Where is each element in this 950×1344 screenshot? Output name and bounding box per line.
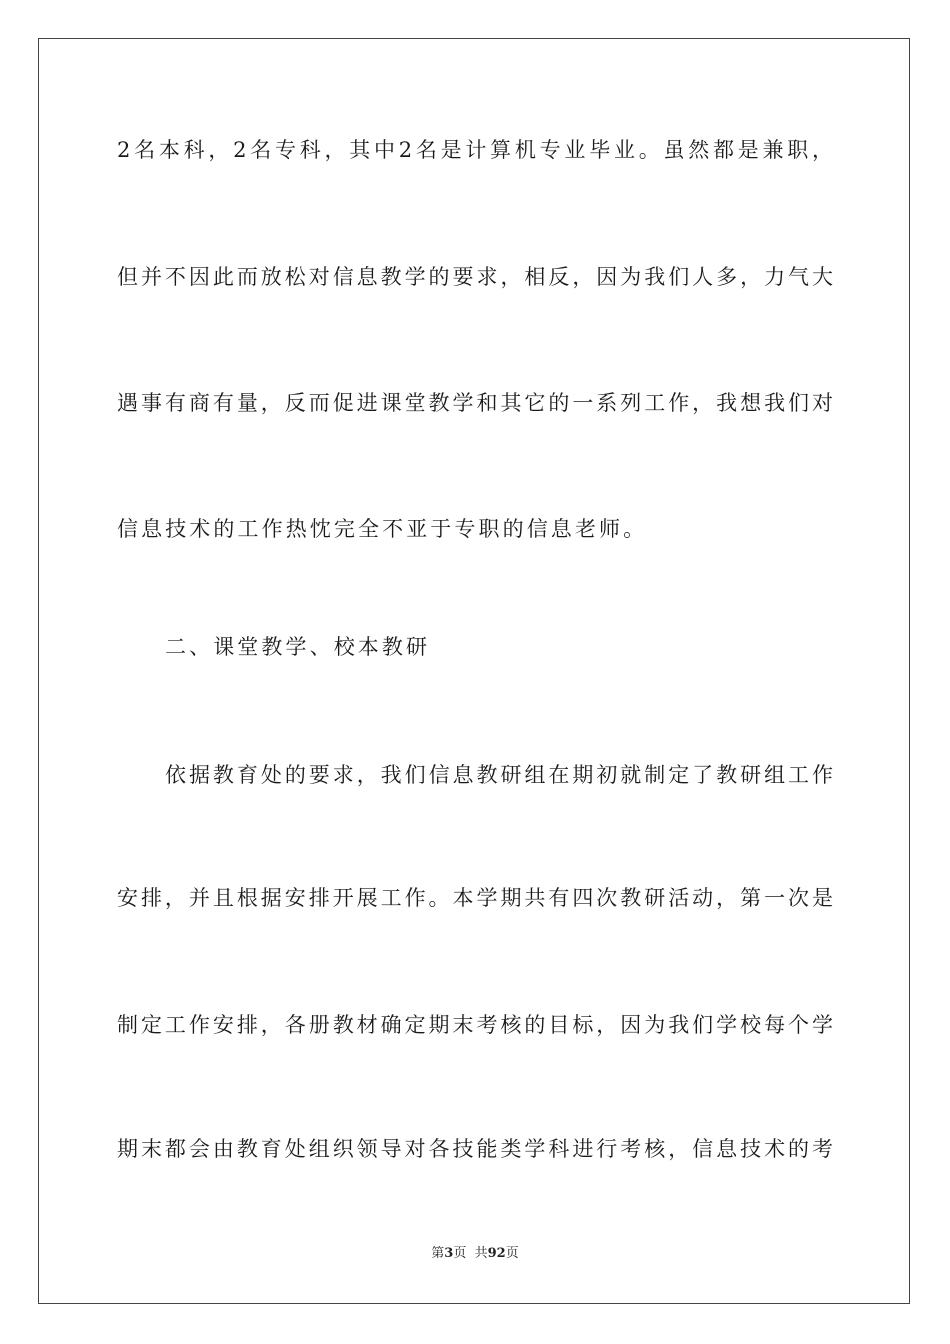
footer-total-pages: 92 bbox=[487, 1246, 506, 1261]
page-footer bbox=[0, 1245, 950, 1263]
footer-page-number: 3 bbox=[444, 1246, 454, 1261]
body-line-3: 遇事有商有量，反而促进课堂教学和其它的一系列工作，我想我们对 bbox=[117, 391, 833, 415]
footer-mid: 页 共 bbox=[453, 1246, 488, 1261]
body-line-6: 安排，并且根据安排开展工作。本学期共有四次教研活动，第一次是 bbox=[117, 886, 833, 910]
footer-prefix: 第 bbox=[431, 1246, 445, 1261]
body-line-7: 制定工作安排，各册教材确定期末考核的目标，因为我们学校每个学 bbox=[117, 1013, 833, 1037]
body-line-2: 但并不因此而放松对信息教学的要求，相反，因为我们人多，力气大 bbox=[117, 265, 833, 289]
page-border bbox=[38, 38, 910, 1304]
body-line-4: 信息技术的工作热忱完全不亚于专职的信息老师。 bbox=[117, 517, 648, 541]
body-line-1: 2名本科，2名专科，其中2名是计算机专业毕业。虽然都是兼职， bbox=[117, 138, 833, 162]
footer-suffix: 页 bbox=[505, 1246, 519, 1261]
section-heading: 二、课堂教学、校本教研 bbox=[165, 635, 431, 659]
body-line-5: 依据教育处的要求，我们信息教研组在期初就制定了教研组工作 bbox=[165, 763, 833, 787]
body-line-8: 期末都会由教育处组织领导对各技能类学科进行考核，信息技术的考 bbox=[117, 1137, 833, 1161]
